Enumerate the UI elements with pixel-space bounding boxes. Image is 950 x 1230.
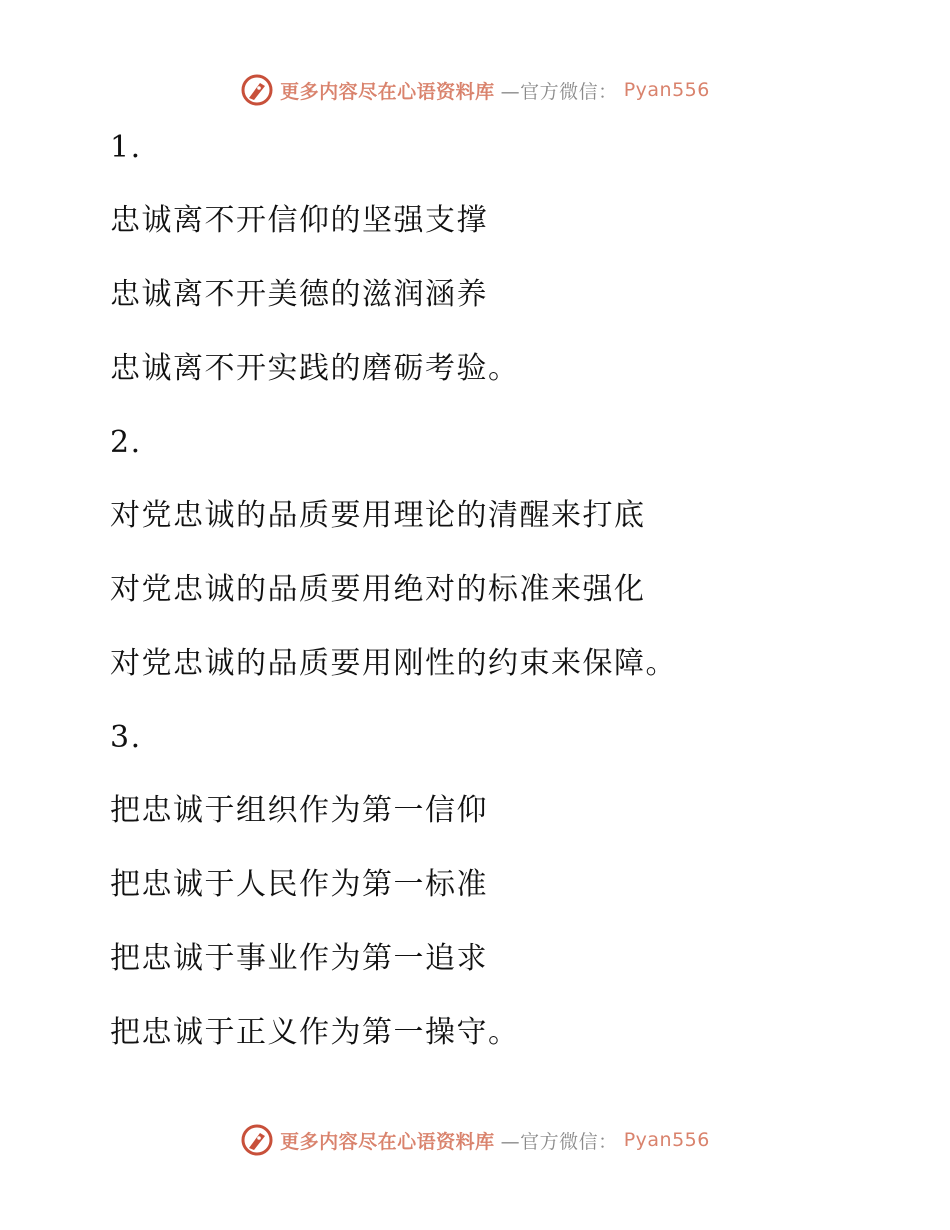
watermark-site-text: 更多内容尽在心语资料库	[280, 80, 495, 103]
text-line: 忠诚离不开实践的磨砺考验。	[110, 351, 520, 386]
watermark-site-text: 更多内容尽在心语资料库	[280, 1130, 495, 1153]
text-line: 对党忠诚的品质要用绝对的标准来强化	[110, 572, 646, 607]
text-line: 对党忠诚的品质要用理论的清醒来打底	[110, 498, 646, 533]
section-number: 1.	[110, 130, 142, 165]
text-line: 把忠诚于正义作为第一操守。	[110, 1015, 520, 1050]
pen-nib-logo-icon	[240, 73, 274, 107]
pen-nib-logo-icon	[240, 1123, 274, 1157]
section-number: 3.	[110, 720, 142, 755]
text-line: 忠诚离不开信仰的坚强支撑	[110, 203, 488, 238]
text-line: 把忠诚于事业作为第一追求	[110, 941, 488, 976]
watermark-wechat-label: —官方微信：	[500, 1130, 618, 1153]
watermark-wechat-id: Pyan556	[623, 1129, 710, 1151]
watermark-wechat-label: —官方微信：	[500, 80, 618, 103]
section-number: 2.	[110, 425, 142, 460]
watermark-wechat-id: Pyan556	[623, 79, 710, 101]
text-line: 把忠诚于组织作为第一信仰	[110, 793, 488, 828]
header-watermark	[0, 70, 950, 110]
footer-watermark	[0, 1120, 950, 1160]
text-line: 忠诚离不开美德的滋润涵养	[110, 277, 488, 312]
text-line: 把忠诚于人民作为第一标准	[110, 867, 488, 902]
text-line: 对党忠诚的品质要用刚性的约束来保障。	[110, 646, 677, 681]
